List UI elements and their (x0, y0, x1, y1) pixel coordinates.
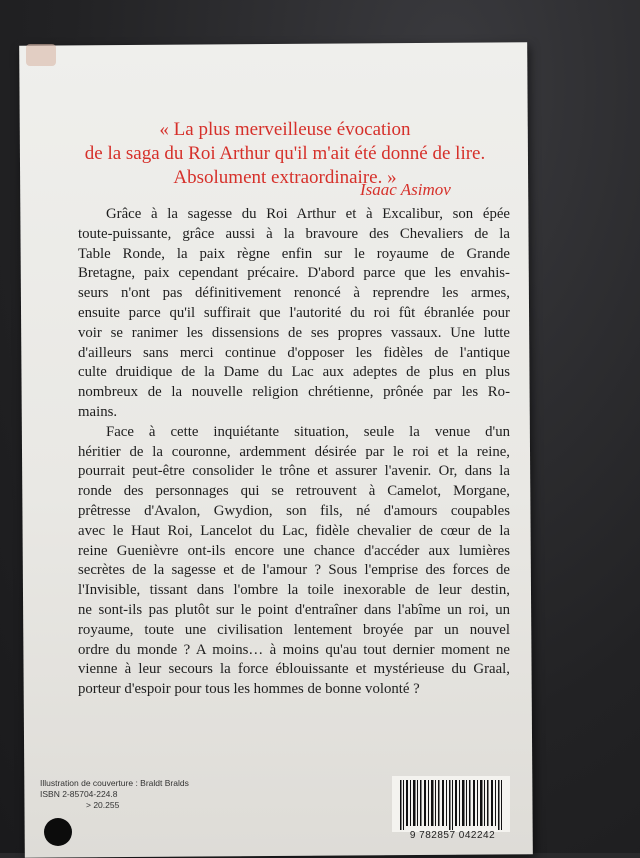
illustration-credit: Illustration de couverture : Braldt Bralds (40, 778, 189, 788)
synopsis-line: l'Invisible, tissant dans l'ombre la toile inexorable de leur destin, (78, 582, 510, 599)
synopsis-line: voir se ranimer les dissensions de ses propres vassaux. Une lutte (78, 324, 510, 341)
quote-line: « La plus merveilleuse évocation (159, 119, 411, 140)
quote-line: Absolument extraordinaire. » (173, 167, 397, 188)
barcode (392, 776, 510, 832)
synopsis-line: reine Guenièvre ont-ils encore une chance d'accéder aux lumières (78, 542, 510, 559)
barcode-number: 9 782857 042242 (409, 830, 496, 841)
synopsis-line: royaume, toute une civilisation lentement broyée par un nouvel (78, 621, 510, 638)
blurb-quote (40, 118, 530, 190)
synopsis-line: ronde des personnages qui se retrouvent à Camelot, Morgane, (78, 483, 510, 500)
synopsis-line: d'ailleurs sans merci continue d'opposer les fidèles de l'antique (78, 344, 510, 361)
synopsis-line: culte druidique de la Dame du Lac aux adeptes de plus en plus (78, 364, 510, 381)
synopsis-line: héritier de la couronne, ardemment désirée par le roi et la reine, (78, 443, 510, 460)
quote-author: Isaac Asimov (360, 180, 451, 199)
punch-hole (44, 818, 72, 846)
synopsis-line: Table Ronde, la paix règne enfin sur le royaume de Grande (78, 245, 510, 262)
synopsis-text (78, 205, 510, 700)
quote-line: de la saga du Roi Arthur qu'il m'ait été donné de lire. (84, 143, 486, 164)
synopsis-line: porteur d'espoir pour tous les hommes de bonne volonté ? (78, 681, 420, 698)
synopsis-line: Grâce à la sagesse du Roi Arthur et à Excalibur, son épée (106, 206, 510, 222)
synopsis-line: seurs n'ont pas définitivement renoncé à reprendre les armes, (78, 285, 510, 302)
synopsis-line: Bretagne, paix cependant précaire. D'abord parce que les envahis- (78, 265, 510, 282)
synopsis-line: toute-puissante, grâce aussi à la bravoure des Chevaliers de la (78, 225, 510, 242)
synopsis-line: ne sont-ils pas plutôt sur le point d'entraîner dans l'abîme un roi, un (78, 601, 510, 618)
synopsis-line: mains. (78, 403, 118, 420)
synopsis-line: Face à cette inquiétante situation, seule la venue d'un (106, 423, 510, 440)
synopsis-line: nombreux de la nouvelle religion chrétienne, prônée par les Ro- (78, 384, 510, 401)
synopsis-line: pourrait peut-être consolider le trône et assurer l'avenir. Or, dans la (78, 463, 510, 480)
synopsis-line: secrètes de la sagesse et de l'amour ? Sous l'emprise des forces de (78, 562, 510, 579)
synopsis-line: prêtresse d'Avalon, Gwydion, son fils, né d'amours coupables (78, 502, 510, 519)
synopsis-line: ensuite parce qu'il suffirait que l'autorité du roi fût ébranlée pour (78, 304, 510, 321)
cover-corner-stain (26, 44, 56, 66)
synopsis-line: vienne à leur secours la force éblouissante et mystérieuse du Graal, (78, 661, 510, 678)
isbn-text: ISBN 2-85704-224.8 (40, 789, 118, 799)
price-code: > 20.255 (86, 800, 120, 810)
synopsis-line: ordre du monde ? A moins… à moins qu'au tout dernier moment ne (78, 641, 510, 658)
synopsis-line: avec le Haut Roi, Lancelot du Lac, fidèle chevalier de cœur de la (78, 522, 510, 539)
credits-block (40, 778, 189, 811)
barcode-bars (400, 780, 502, 830)
